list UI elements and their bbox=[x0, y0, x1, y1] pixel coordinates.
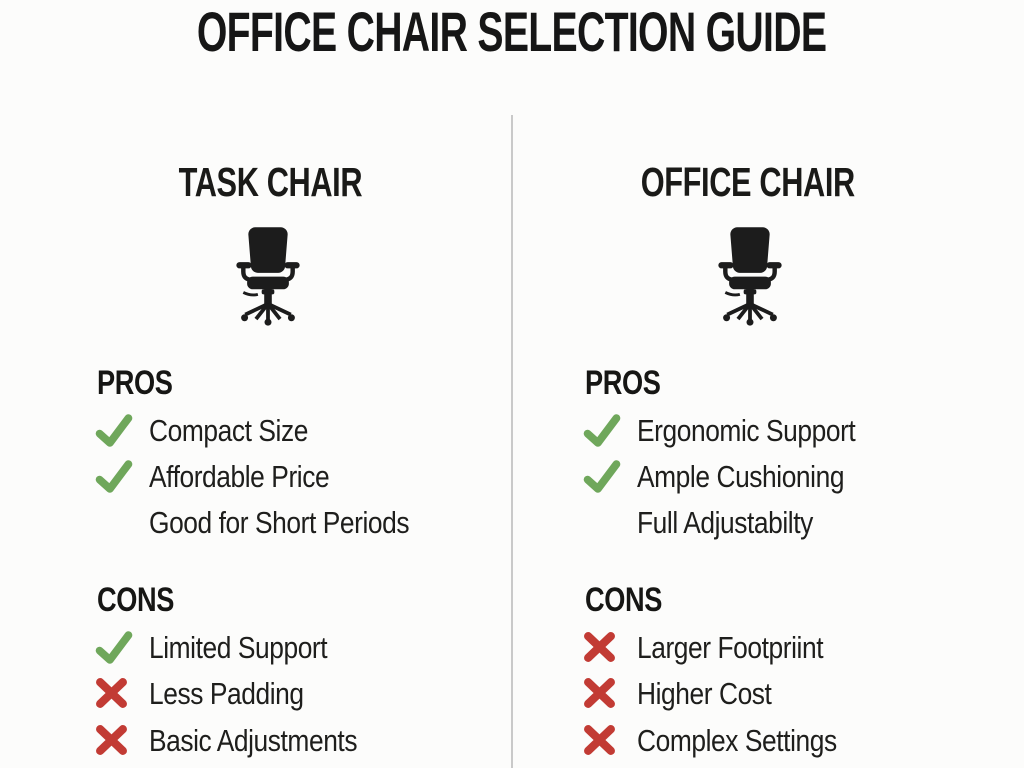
list-item bbox=[95, 625, 359, 669]
check-icon bbox=[583, 458, 623, 494]
check-icon bbox=[95, 412, 135, 448]
list-item bbox=[583, 408, 894, 452]
list-item bbox=[95, 408, 336, 452]
list-item-label: Basic Adjustments bbox=[149, 722, 358, 758]
list-item-label: Limited Support bbox=[149, 629, 328, 665]
office-chair-header: OFFICE CHAIR bbox=[640, 159, 856, 205]
cross-icon bbox=[583, 629, 623, 665]
list-item bbox=[95, 500, 455, 544]
office-chair-header-wrap bbox=[492, 160, 1004, 205]
list-item-label: Ample Cushioning bbox=[637, 458, 845, 494]
task-chair-header: TASK CHAIR bbox=[178, 159, 362, 205]
check-icon bbox=[95, 458, 135, 494]
list-item bbox=[583, 500, 844, 544]
list-item bbox=[583, 625, 856, 669]
list-item-label: Larger Footpriint bbox=[637, 629, 824, 665]
cross-icon bbox=[95, 675, 135, 711]
cross-icon bbox=[583, 675, 623, 711]
list-item bbox=[95, 671, 331, 715]
task-pros-heading: PROS bbox=[97, 364, 173, 402]
office-cons-heading-wrap bbox=[585, 583, 681, 617]
office-pros-heading-wrap bbox=[585, 366, 679, 400]
task-pros-heading-wrap bbox=[97, 366, 191, 400]
page-title: OFFICE CHAIR SELECTION GUIDE bbox=[197, 0, 827, 63]
office-cons-heading: CONS bbox=[585, 581, 662, 619]
check-icon bbox=[95, 629, 135, 665]
list-item bbox=[583, 671, 795, 715]
icon-spacer bbox=[583, 504, 623, 540]
task-chair-header-wrap bbox=[14, 160, 526, 205]
office-chair-icon bbox=[718, 226, 782, 326]
task-cons-heading: CONS bbox=[97, 581, 174, 619]
icon-spacer bbox=[95, 504, 135, 540]
list-item-label: Full Adjustabilty bbox=[637, 504, 813, 540]
task-cons-heading-wrap bbox=[97, 583, 193, 617]
list-item-label: Complex Settings bbox=[637, 722, 837, 758]
list-item-label: Ergonomic Support bbox=[637, 412, 856, 448]
list-item-label: Less Padding bbox=[149, 675, 304, 711]
office-chair-column bbox=[512, 0, 1024, 768]
cross-icon bbox=[583, 722, 623, 758]
list-item-label: Compact Size bbox=[149, 412, 308, 448]
list-item bbox=[95, 454, 361, 498]
check-icon bbox=[583, 412, 623, 448]
list-item bbox=[583, 454, 881, 498]
list-item-label: Higher Cost bbox=[637, 675, 772, 711]
list-item-label: Affordable Price bbox=[149, 458, 330, 494]
office-pros-heading: PROS bbox=[585, 364, 661, 402]
task-chair-icon bbox=[236, 226, 300, 326]
list-item bbox=[583, 718, 872, 762]
list-item-label: Good for Short Periods bbox=[149, 504, 410, 540]
list-item bbox=[95, 718, 394, 762]
cross-icon bbox=[95, 722, 135, 758]
